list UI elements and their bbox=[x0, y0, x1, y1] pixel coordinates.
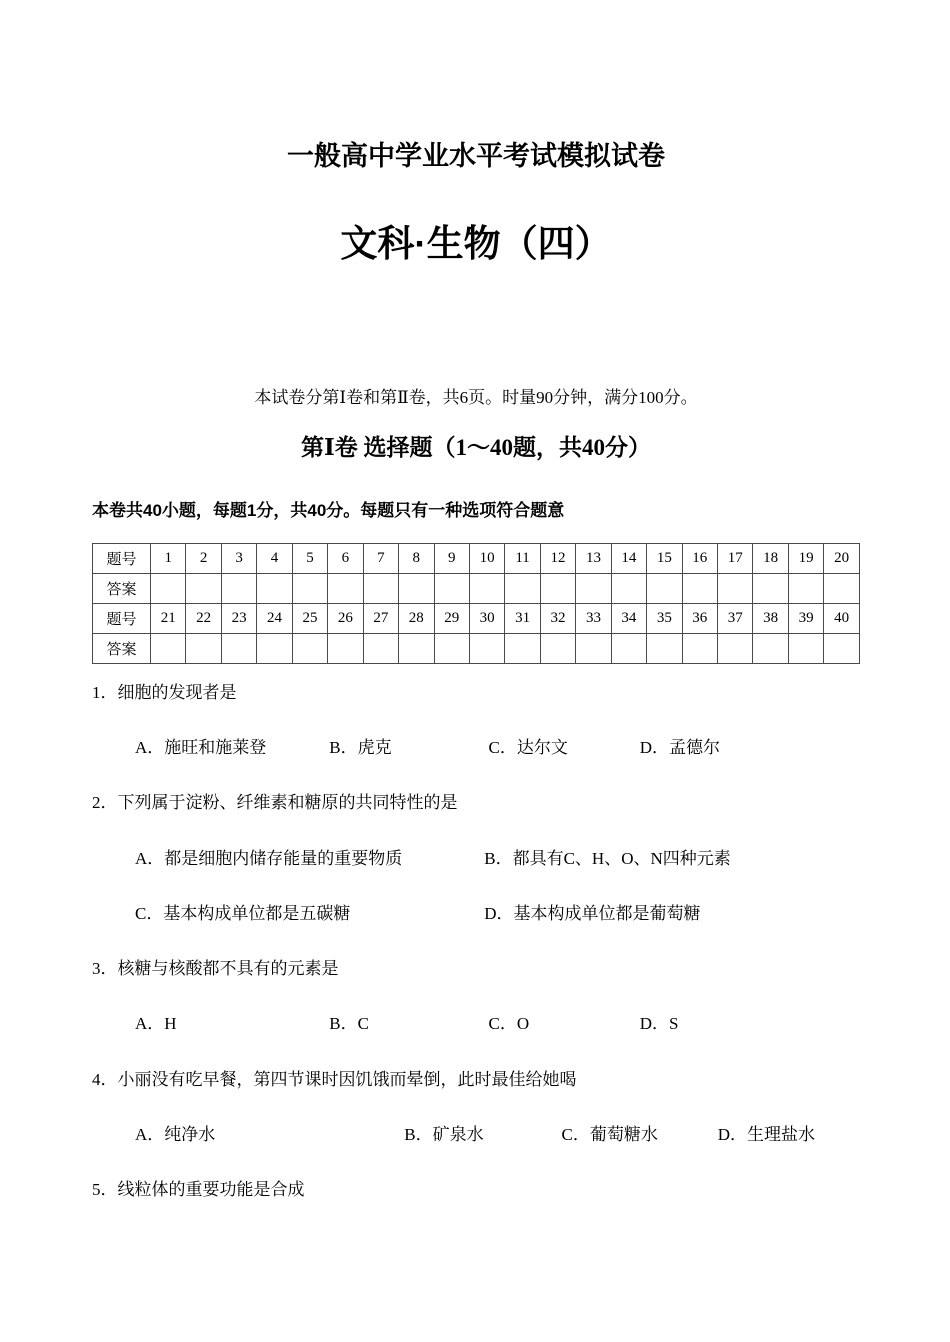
question-number-cell: 34 bbox=[611, 603, 646, 633]
answer-grid bbox=[92, 543, 860, 664]
question-number-cell: 5 bbox=[292, 543, 327, 573]
answer-cell bbox=[469, 573, 504, 603]
answer-cell bbox=[647, 633, 682, 663]
question-number-cell: 2 bbox=[186, 543, 221, 573]
answer-cell bbox=[718, 573, 753, 603]
answer-cell bbox=[753, 633, 788, 663]
answer-cell bbox=[292, 633, 327, 663]
question-number-cell: 7 bbox=[363, 543, 398, 573]
question-4 bbox=[92, 1069, 860, 1146]
question-number-cell: 20 bbox=[824, 543, 860, 573]
question-number-cell: 12 bbox=[540, 543, 575, 573]
question-1-stem: 1．细胞的发现者是 bbox=[92, 682, 237, 702]
question-3-option-a: A．H bbox=[135, 1014, 177, 1034]
answer-cell bbox=[611, 573, 646, 603]
answer-cell bbox=[434, 573, 469, 603]
answer-cell bbox=[363, 633, 398, 663]
answer-cell bbox=[682, 573, 717, 603]
question-1-option-b: B．虎克 bbox=[329, 738, 392, 758]
question-1 bbox=[92, 682, 860, 759]
question-number-cell: 24 bbox=[257, 603, 292, 633]
answer-grid-row bbox=[93, 603, 860, 633]
answer-cell bbox=[788, 633, 823, 663]
answer-cell bbox=[647, 573, 682, 603]
question-number-cell: 11 bbox=[505, 543, 540, 573]
answer-grid-row bbox=[93, 543, 860, 573]
answer-cell bbox=[824, 573, 860, 603]
question-number-cell: 37 bbox=[718, 603, 753, 633]
question-5-stem: 5．线粒体的重要功能是合成 bbox=[92, 1180, 305, 1200]
question-number-cell: 18 bbox=[753, 543, 788, 573]
section-title: 第Ⅰ卷 选择题（1～40题，共40分） bbox=[300, 435, 651, 461]
question-number-cell: 31 bbox=[505, 603, 540, 633]
answer-cell bbox=[576, 633, 611, 663]
question-number-cell: 38 bbox=[753, 603, 788, 633]
question-number-cell: 19 bbox=[788, 543, 823, 573]
answer-cell bbox=[292, 573, 327, 603]
question-2-stem: 2．下列属于淀粉、纤维素和糖原的共同特性的是 bbox=[92, 793, 458, 813]
question-number-cell: 30 bbox=[469, 603, 504, 633]
question-2-option-c: C．基本构成单位都是五碳糖 bbox=[135, 903, 351, 923]
question-number-cell: 39 bbox=[788, 603, 823, 633]
exam-title: 一般高中学业水平考试模拟试卷 bbox=[287, 141, 665, 171]
question-number-cell: 17 bbox=[718, 543, 753, 573]
question-number-cell: 25 bbox=[292, 603, 327, 633]
answer-cell bbox=[186, 633, 221, 663]
answer-cell bbox=[753, 573, 788, 603]
question-4-options bbox=[135, 1124, 860, 1145]
question-2 bbox=[92, 792, 860, 924]
question-number-cell: 28 bbox=[399, 603, 434, 633]
answer-cell bbox=[151, 573, 186, 603]
question-number-cell: 3 bbox=[221, 543, 256, 573]
answer-cell bbox=[682, 633, 717, 663]
answer-cell bbox=[611, 633, 646, 663]
exam-subtitle: 文科·生物（四） bbox=[340, 223, 612, 265]
question-number-cell: 26 bbox=[328, 603, 363, 633]
question-4-option-b: B．矿泉水 bbox=[404, 1124, 484, 1144]
exam-intro-note: 本试卷分第Ⅰ卷和第Ⅱ卷，共6页。时量90分钟，满分100分。 bbox=[254, 387, 698, 407]
question-number-cell: 9 bbox=[434, 543, 469, 573]
answer-grid-row-label: 答案 bbox=[93, 573, 151, 603]
question-4-stem: 4．小丽没有吃早餐，第四节课时因饥饿而晕倒，此时最佳给她喝 bbox=[92, 1069, 577, 1089]
answer-cell bbox=[328, 573, 363, 603]
question-3 bbox=[92, 958, 860, 1035]
question-3-option-d: D．S bbox=[639, 1014, 679, 1034]
question-number-cell: 1 bbox=[151, 543, 186, 573]
answer-cell bbox=[257, 573, 292, 603]
answer-grid-row bbox=[93, 573, 860, 603]
question-2-option-b: B．都具有C、H、O、N四种元素 bbox=[484, 848, 731, 868]
question-number-cell: 27 bbox=[363, 603, 398, 633]
question-4-option-a: A．纯净水 bbox=[135, 1124, 216, 1144]
question-3-stem: 3．核糖与核酸都不具有的元素是 bbox=[92, 959, 339, 979]
answer-cell bbox=[824, 633, 860, 663]
answer-cell bbox=[505, 573, 540, 603]
section-instruction: 本卷共40小题，每题1分，共40分。每题只有一种选项符合题意 bbox=[92, 500, 565, 520]
answer-cell bbox=[221, 633, 256, 663]
question-3-option-c: C．O bbox=[488, 1014, 530, 1034]
answer-cell bbox=[399, 633, 434, 663]
question-4-option-d: D．生理盐水 bbox=[717, 1124, 816, 1144]
question-number-cell: 40 bbox=[824, 603, 860, 633]
answer-cell bbox=[788, 573, 823, 603]
answer-cell bbox=[221, 573, 256, 603]
question-number-cell: 33 bbox=[576, 603, 611, 633]
question-4-option-c: C．葡萄糖水 bbox=[561, 1124, 658, 1144]
answer-cell bbox=[328, 633, 363, 663]
question-number-cell: 8 bbox=[399, 543, 434, 573]
question-2-option-a: A．都是细胞内储存能量的重要物质 bbox=[135, 848, 403, 868]
question-2-option-d: D．基本构成单位都是葡萄糖 bbox=[484, 903, 701, 923]
answer-cell bbox=[363, 573, 398, 603]
question-number-cell: 29 bbox=[434, 603, 469, 633]
answer-grid-row-label: 题号 bbox=[93, 543, 151, 573]
answer-cell bbox=[434, 633, 469, 663]
question-1-option-a: A．施旺和施莱登 bbox=[135, 738, 267, 758]
question-number-cell: 23 bbox=[221, 603, 256, 633]
answer-grid-row-label: 答案 bbox=[93, 633, 151, 663]
answer-cell bbox=[505, 633, 540, 663]
answer-cell bbox=[718, 633, 753, 663]
question-number-cell: 36 bbox=[682, 603, 717, 633]
answer-cell bbox=[151, 633, 186, 663]
question-3-options bbox=[135, 1013, 860, 1034]
question-number-cell: 35 bbox=[647, 603, 682, 633]
question-number-cell: 10 bbox=[469, 543, 504, 573]
question-1-option-c: C．达尔文 bbox=[488, 738, 568, 758]
answer-cell bbox=[186, 573, 221, 603]
answer-cell bbox=[540, 633, 575, 663]
question-number-cell: 14 bbox=[611, 543, 646, 573]
answer-grid-body bbox=[93, 543, 860, 663]
answer-cell bbox=[399, 573, 434, 603]
question-1-option-d: D．孟德尔 bbox=[639, 738, 721, 758]
answer-cell bbox=[576, 573, 611, 603]
answer-cell bbox=[257, 633, 292, 663]
question-1-options bbox=[135, 737, 860, 758]
question-2-options-row-1 bbox=[135, 848, 860, 869]
question-3-option-b: B．C bbox=[329, 1014, 369, 1034]
answer-cell bbox=[469, 633, 504, 663]
answer-grid-row bbox=[93, 633, 860, 663]
answer-grid-row-label: 题号 bbox=[93, 603, 151, 633]
question-5 bbox=[92, 1179, 860, 1200]
question-number-cell: 6 bbox=[328, 543, 363, 573]
question-number-cell: 21 bbox=[151, 603, 186, 633]
question-number-cell: 13 bbox=[576, 543, 611, 573]
question-number-cell: 22 bbox=[186, 603, 221, 633]
question-number-cell: 32 bbox=[540, 603, 575, 633]
question-number-cell: 16 bbox=[682, 543, 717, 573]
question-number-cell: 4 bbox=[257, 543, 292, 573]
question-2-options-row-2 bbox=[135, 903, 860, 924]
answer-cell bbox=[540, 573, 575, 603]
question-number-cell: 15 bbox=[647, 543, 682, 573]
question-list bbox=[92, 682, 860, 1201]
